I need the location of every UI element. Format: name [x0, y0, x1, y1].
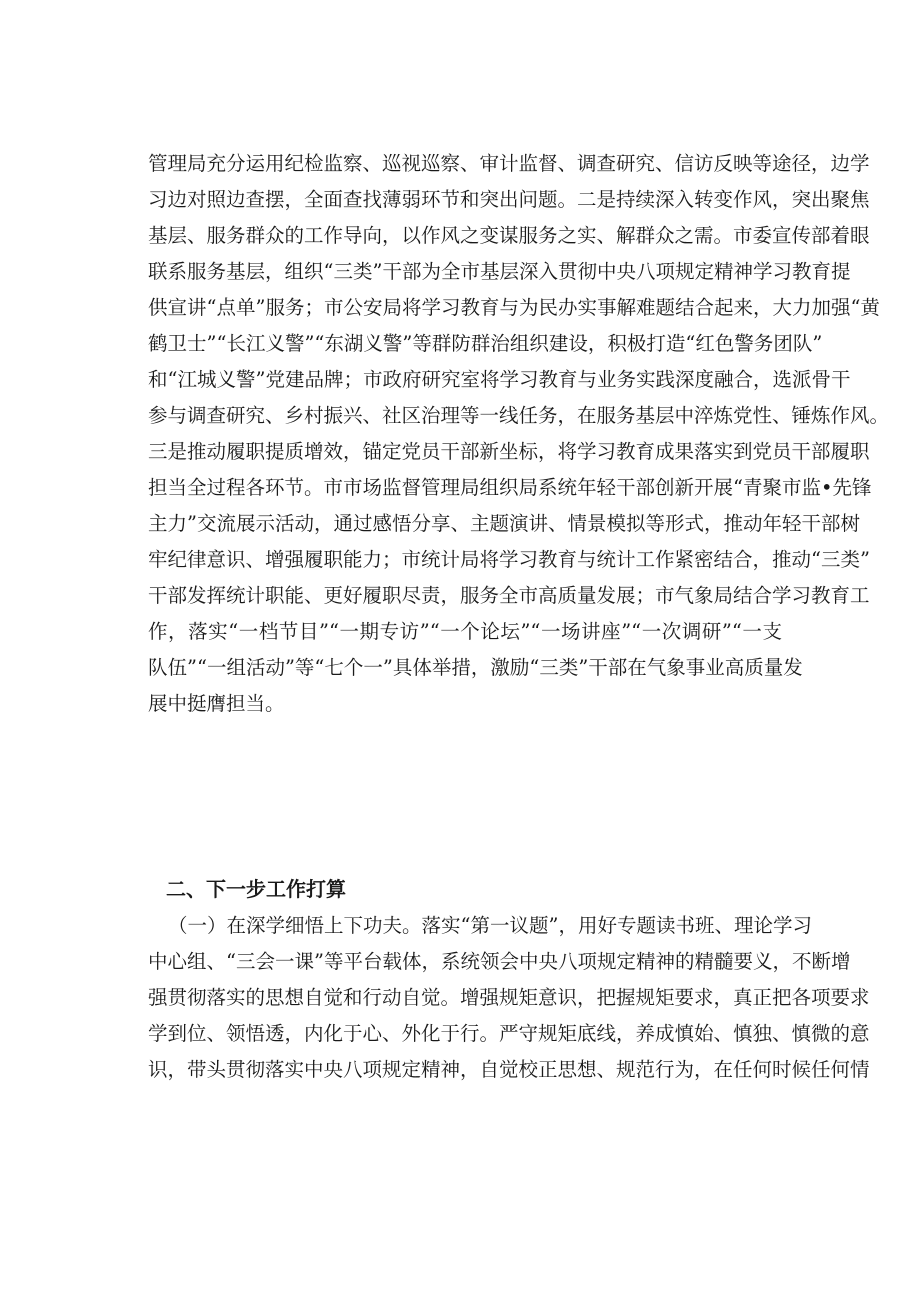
paragraph-line: 和“江城义警”党建品牌；市政府研究室将学习教育与业务实践深度融合，选派骨干 [148, 368, 851, 391]
paragraph-line: 担当全过程各环节。市市场监督管理局组织局系统年轻干部创新开展“青聚市监•先锋 [148, 476, 872, 499]
paragraph-line: 队伍”“一组活动”等“七个一”具体举措，激励“三类”干部在气象事业高质量发 [148, 656, 803, 679]
paragraph-line: 三是推动履职提质增效，锚定党员干部新坐标，将学习教育成果落实到党员干部履职 [148, 440, 870, 463]
paragraph-line: 联系服务基层，组织“三类”干部为全市基层深入贯彻中央八项规定精神学习教育提 [148, 260, 851, 283]
paragraph-line: （一）在深学细悟上下功夫。落实“第一议题”，用好专题读书班、理论学习 [168, 914, 812, 937]
paragraph-line: 学到位、领悟透，内化于心、外化于行。严守规矩底线，养成慎始、慎独、慎微的意 [148, 1022, 870, 1045]
paragraph-line: 主力”交流展示活动，通过感悟分享、主题演讲、情景模拟等形式，推动年轻干部树 [148, 512, 860, 535]
paragraph-line: 干部发挥统计职能、更好履职尽责，服务全市高质量发展；市气象局结合学习教育工 [148, 584, 870, 607]
paragraph-line: 识，带头贯彻落实中央八项规定精神，自觉校正思想、规范行为，在任何时候任何情 [148, 1058, 870, 1081]
paragraph-line: 参与调查研究、乡村振兴、社区治理等一线任务，在服务基层中淬炼党性、锤炼作风。 [148, 404, 890, 427]
body-paragraph-1 [148, 146, 890, 722]
paragraph-line: 基层、服务群众的工作导向，以作风之变谋服务之实、解群众之需。市委宣传部着眼 [148, 224, 870, 247]
paragraph-line: 展中挺膺担当。 [148, 692, 285, 715]
paragraph-line: 中心组、“三会一课”等平台载体，系统领会中央八项规定精神的精髓要义，不断增 [148, 950, 851, 973]
body-paragraph-2 [148, 908, 870, 1088]
section-heading: 二、下一步工作打算 [166, 877, 346, 901]
paragraph-line: 习边对照边查摆，全面查找薄弱环节和突出问题。二是持续深入转变作风，突出聚焦 [148, 188, 870, 211]
paragraph-line: 牢纪律意识、增强履职能力；市统计局将学习教育与统计工作紧密结合，推动“三类” [148, 548, 870, 571]
paragraph-line: 供宣讲“点单”服务；市公安局将学习教育与为民办实事解难题结合起来，大力加强“黄 [148, 296, 880, 319]
paragraph-line: 作，落实“一档节目”“一期专访”“一个论坛”“一场讲座”“一次调研”“一支 [148, 620, 782, 643]
paragraph-line: 强贯彻落实的思想自觉和行动自觉。增强规矩意识，把握规矩要求，真正把各项要求 [148, 986, 870, 1009]
paragraph-line: 鹤卫士”“长江义警”“东湖义警”等群防群治组织建设，积极打造“红色警务团队” [148, 332, 823, 355]
paragraph-line: 管理局充分运用纪检监察、巡视巡察、审计监督、调查研究、信访反映等途径，边学 [148, 152, 870, 175]
